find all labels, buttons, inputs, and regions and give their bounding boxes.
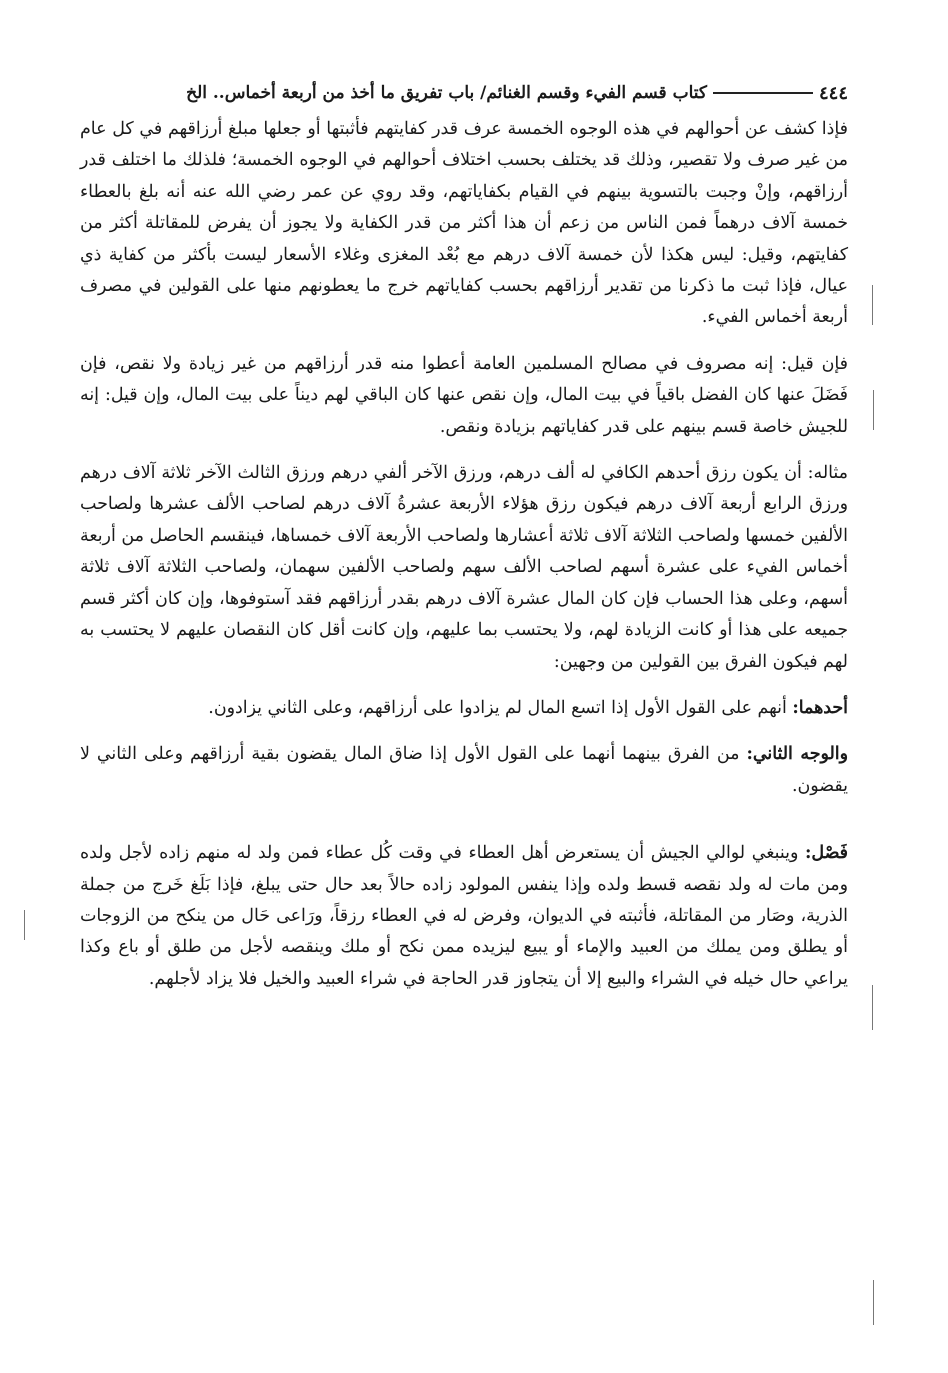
page-number: ٤٤٤ (818, 82, 848, 104)
paragraph-text: فإذا كشف عن أحوالهم في هذه الوجوه الخمسة عرف قدر كفايتهم فأثبتها أو جعلها مبلغ أرزاقهم في كل عام من غير صرف ولا تقصير، وذلك قد يختلف بحسب اختلاف أحوالهم في الوجوه الخمسة؛ فلذلك ما اختلف قدر أرزاقهم، وإنْ وجبت بالتسوية بينهم في القيام بكفاياتهم، وقد روي عن عمر رضي الله عنه أنه بلغ بالعطاء خمسة آلاف درهماً فمن الناس من زعم أن هذا أكثر من قدر الكفاية ولا يجوز أن يفرض للمقاتلة أكثر من كفايتهم، وقيل: ليس هكذا لأن خمسة آلاف درهم مع بُعْد المغزى وغلاء الأسعار ليست بأكثر من كفاية ذي عيال، فإذا ثبت ما ذكرنا من تقدير أرزاقهم بحسب كفاياتهم خرج ما يعطونهم منها على القولين في مصرف أربعة أخماس الفيء. (80, 119, 848, 328)
book-page (80, 60, 848, 1320)
header-rule (713, 92, 813, 94)
paragraph-lead: والوجه الثاني: (746, 744, 849, 765)
paragraph-text: وينبغي لوالي الجيش أن يستعرض أهل العطاء في وقت كُل عطاء فمن ولد له منهم زاده لأجل ولده ومن مات له ولد نقصه قسط ولده وإذا ينفس المولود زاده حالاً بعد حال حتى يبلغ، فإذا بَلَغ خَرج من جملة الذرية، وصَار من المقاتلة، فأثبته في الديوان، وفرض له في العطاء رزقاً، ورَاعى حَال من ينكح من الزوجات أو يطلق ومن يملك من العبيد والإماء أو يبيع ليزيده ممن نكح أو ملك وينقصه لأجل من طلق أو باع وكذا يراعي حال خيله في الشراء والبيع إلا أن يتجاوز قدر الحاجة في شراء العبيد والخيل فلا يزاد لأجلهم. (80, 843, 848, 989)
paragraph-lead: فَصْل: (805, 843, 848, 864)
header-title: كتاب قسم الفيء وقسم الغنائم/ باب تفريق ما أخذ من أربعة أخماس.. الخ (186, 83, 707, 103)
margin-mark (24, 910, 25, 940)
paragraph-text: فإن قيل: إنه مصروف في مصالح المسلمين العامة أعطوا منه قدر أرزاقهم من غير زيادة ولا نقص، فإن فَضَلَ عنها كان الفضل باقياً في بيت المال، وإن نقص عنها كان الباقي لهم ديناً على بيت المال، وإن قيل: إنه للجيش خاصة قسم بينهم على قدر كفاياتهم بزيادة ونقص. (80, 353, 848, 437)
paragraph-6 (80, 838, 848, 995)
running-header (80, 76, 848, 110)
paragraph-5 (80, 739, 848, 802)
margin-mark (873, 390, 874, 430)
paragraph-text: أنهم على القول الأول إذا اتسع المال لم يزادوا على أرزاقهم، وعلى الثاني يزادون. (208, 697, 793, 718)
paragraph-2 (80, 349, 848, 443)
margin-mark (872, 985, 873, 1030)
paragraph-3 (80, 458, 848, 678)
paragraph-4 (80, 693, 848, 724)
paragraph-text: من الفرق بينهما أنهما على القول الأول إذا ضاق المال يقضون بقية أرزاقهم وعلى الثاني لا يقضون. (80, 744, 848, 796)
margin-mark (872, 285, 873, 325)
paragraph-text: مثاله: أن يكون رزق أحدهم الكافي له ألف درهم، ورزق الآخر ألفي درهم ورزق الثالث الآخر ثلاثة آلاف درهم ورزق الرابع أربعة آلاف درهم فيكون رزق هؤلاء الأربعة عشرةُ آلاف درهم لصاحب الألف عشرها ولصاحب الألفين خمسها ولصاحب الثلاثة آلاف ثلاثة أعشارها ولصاحب الأربعة آلاف خمساها، فينقسم الحاصل من أربعة أخماس الفيء على عشرة أسهم لصاحب الألف سهم ولصاحب الألفين سهمان، ولصاحب الثلاثة آلاف ثلاثة أسهم، وعلى هذا الحساب فإن كان المال عشرة آلاف درهم بقدر أرزاقهم فقد آستوفوها، وإن كان أكثر قسم جميعه على هذا أو كانت الزيادة لهم، ولا يحتسب بما عليهم، وإن كانت أقل كان النقصان عليهم لا يحتسب به لهم فيكون الفرق بين القولين من وجهين: (80, 463, 848, 672)
paragraph-1 (80, 114, 848, 334)
header-right (186, 83, 848, 104)
margin-mark (873, 1280, 874, 1325)
paragraph-lead: أحدهما: (792, 697, 848, 718)
